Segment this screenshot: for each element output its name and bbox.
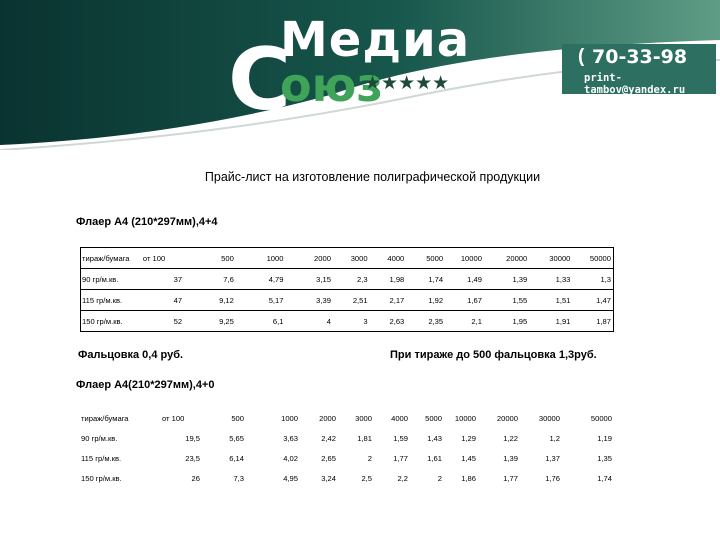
price-cell: 1,77 (393, 453, 408, 463)
price-cell: 4,02 (283, 453, 298, 463)
price-cell: 2,51 (333, 290, 370, 311)
header-cell: 20000 (484, 248, 529, 269)
header-cell: 5000 (425, 413, 442, 423)
price-cell: 1,29 (461, 433, 476, 443)
price-cell: 1,59 (393, 433, 408, 443)
logo-top-word: Медиа (280, 12, 471, 68)
table-header-row (81, 248, 614, 269)
price-cell: 52 (141, 311, 184, 332)
price-cell: 3,15 (285, 269, 332, 290)
price-cell: 1,3 (572, 269, 613, 290)
price-cell: 1,74 (406, 269, 445, 290)
price-cell: 1,76 (545, 473, 560, 483)
header-cell: от 100 (141, 248, 184, 269)
price-table-4-4 (80, 247, 614, 332)
paper-label: 90 гр/м.кв. (81, 269, 141, 290)
price-cell: 7,6 (184, 269, 236, 290)
header-cell: 30000 (538, 413, 560, 423)
price-cell: 5,17 (236, 290, 286, 311)
section1-title: Флаер А4 (210*297мм),4+4 (76, 216, 218, 228)
price-cell: 1,61 (427, 453, 442, 463)
price-cell: 1,91 (529, 311, 572, 332)
price-cell: 2 (367, 453, 372, 463)
price-cell: 26 (191, 473, 200, 483)
header-cell: 3000 (355, 413, 372, 423)
header-cell: тираж/бумага (81, 248, 141, 269)
header-banner (0, 0, 720, 150)
price-cell: 19,5 (185, 433, 200, 443)
table-header-row (80, 408, 614, 428)
price-cell: 1,95 (484, 311, 529, 332)
header-cell: 3000 (333, 248, 370, 269)
price-cell: 3,39 (285, 290, 332, 311)
price-cell: 23,5 (185, 453, 200, 463)
price-cell: 2,2 (397, 473, 408, 483)
header-cell: 4000 (370, 248, 407, 269)
price-cell: 37 (141, 269, 184, 290)
header-cell: 30000 (529, 248, 572, 269)
price-cell: 3,24 (321, 473, 336, 483)
header-cell: 2000 (285, 248, 332, 269)
price-cell: 2 (437, 473, 442, 483)
price-cell: 2,63 (370, 311, 407, 332)
table-row (81, 269, 614, 290)
price-cell: 1,43 (427, 433, 442, 443)
folding-price: Фальцовка 0,4 руб. (78, 349, 184, 361)
paper-label: 115 гр/м.кв. (81, 290, 141, 311)
price-cell: 2,17 (370, 290, 407, 311)
header-cell: 1000 (236, 248, 286, 269)
price-cell: 1,55 (484, 290, 529, 311)
price-cell: 6,14 (229, 453, 244, 463)
price-cell: 3 (333, 311, 370, 332)
price-cell: 2,65 (321, 453, 336, 463)
price-cell: 1,74 (597, 473, 612, 483)
price-cell: 7,3 (233, 473, 244, 483)
header-cell: 5000 (406, 248, 445, 269)
price-cell: 6,1 (236, 311, 286, 332)
price-cell: 2,35 (406, 311, 445, 332)
folding-note: При тираже до 500 фальцовка 1,3руб. (390, 349, 597, 361)
price-cell: 1,2 (549, 433, 560, 443)
price-cell: 1,39 (503, 453, 518, 463)
section2-title: Флаер А4(210*297мм),4+0 (76, 379, 215, 391)
price-cell: 9,25 (184, 311, 236, 332)
phone-icon: ( (578, 46, 585, 67)
header-cell: 50000 (590, 413, 612, 423)
price-cell: 4 (285, 311, 332, 332)
price-cell: 1,67 (445, 290, 484, 311)
price-cell: 4,79 (236, 269, 286, 290)
table-row (80, 468, 614, 488)
price-cell: 1,37 (545, 453, 560, 463)
header-cell: 4000 (391, 413, 408, 423)
price-cell: 1,98 (370, 269, 407, 290)
table-row (80, 448, 614, 468)
price-cell: 1,51 (529, 290, 572, 311)
table-row (81, 290, 614, 311)
header-cell: 50000 (572, 248, 613, 269)
price-cell: 47 (141, 290, 184, 311)
header-cell: 20000 (496, 413, 518, 423)
header-cell: от 100 (162, 413, 185, 423)
header-cell: 500 (184, 248, 236, 269)
logo-stars: ★★★★★ (364, 73, 450, 94)
price-cell: 2,42 (321, 433, 336, 443)
header-cell: 2000 (319, 413, 336, 423)
paper-label: 115 гр/м.кв. (81, 453, 122, 463)
email-address: print-tambov@yandex.ru (584, 72, 686, 96)
table-row (80, 428, 614, 448)
header-cell: 10000 (445, 248, 484, 269)
price-cell: 1,22 (503, 433, 518, 443)
price-cell: 2,1 (445, 311, 484, 332)
price-cell: 5,65 (229, 433, 244, 443)
price-cell: 1,35 (597, 453, 612, 463)
logo-letter-c: С (228, 30, 292, 130)
price-cell: 1,92 (406, 290, 445, 311)
phone-number: 70-33-98 (592, 46, 688, 68)
header-cell: тираж/бумага (81, 413, 129, 423)
price-cell: 1,19 (597, 433, 612, 443)
price-cell: 1,39 (484, 269, 529, 290)
price-cell: 1,77 (503, 473, 518, 483)
price-cell: 1,86 (461, 473, 476, 483)
page-title: Прайс-лист на изготовление полиграфической продукции (204, 170, 541, 184)
header-cell: 500 (231, 413, 244, 423)
paper-label: 150 гр/м.кв. (81, 311, 141, 332)
table-row (81, 311, 614, 332)
price-cell: 1,87 (572, 311, 613, 332)
header-cell: 10000 (454, 413, 476, 423)
price-cell: 3,63 (283, 433, 298, 443)
price-cell: 1,33 (529, 269, 572, 290)
price-cell: 2,5 (361, 473, 372, 483)
price-table-4-0 (80, 408, 614, 488)
price-cell: 1,81 (357, 433, 372, 443)
price-cell: 9,12 (184, 290, 236, 311)
paper-label: 90 гр/м.кв. (81, 433, 118, 443)
paper-label: 150 гр/м.кв. (81, 473, 122, 483)
price-cell: 1,45 (461, 453, 476, 463)
price-cell: 4,95 (283, 473, 298, 483)
price-cell: 2,3 (333, 269, 370, 290)
header-cell: 1000 (281, 413, 298, 423)
logo-bottom-word: оюз (280, 58, 384, 112)
price-cell: 1,47 (572, 290, 613, 311)
price-cell: 1,49 (445, 269, 484, 290)
